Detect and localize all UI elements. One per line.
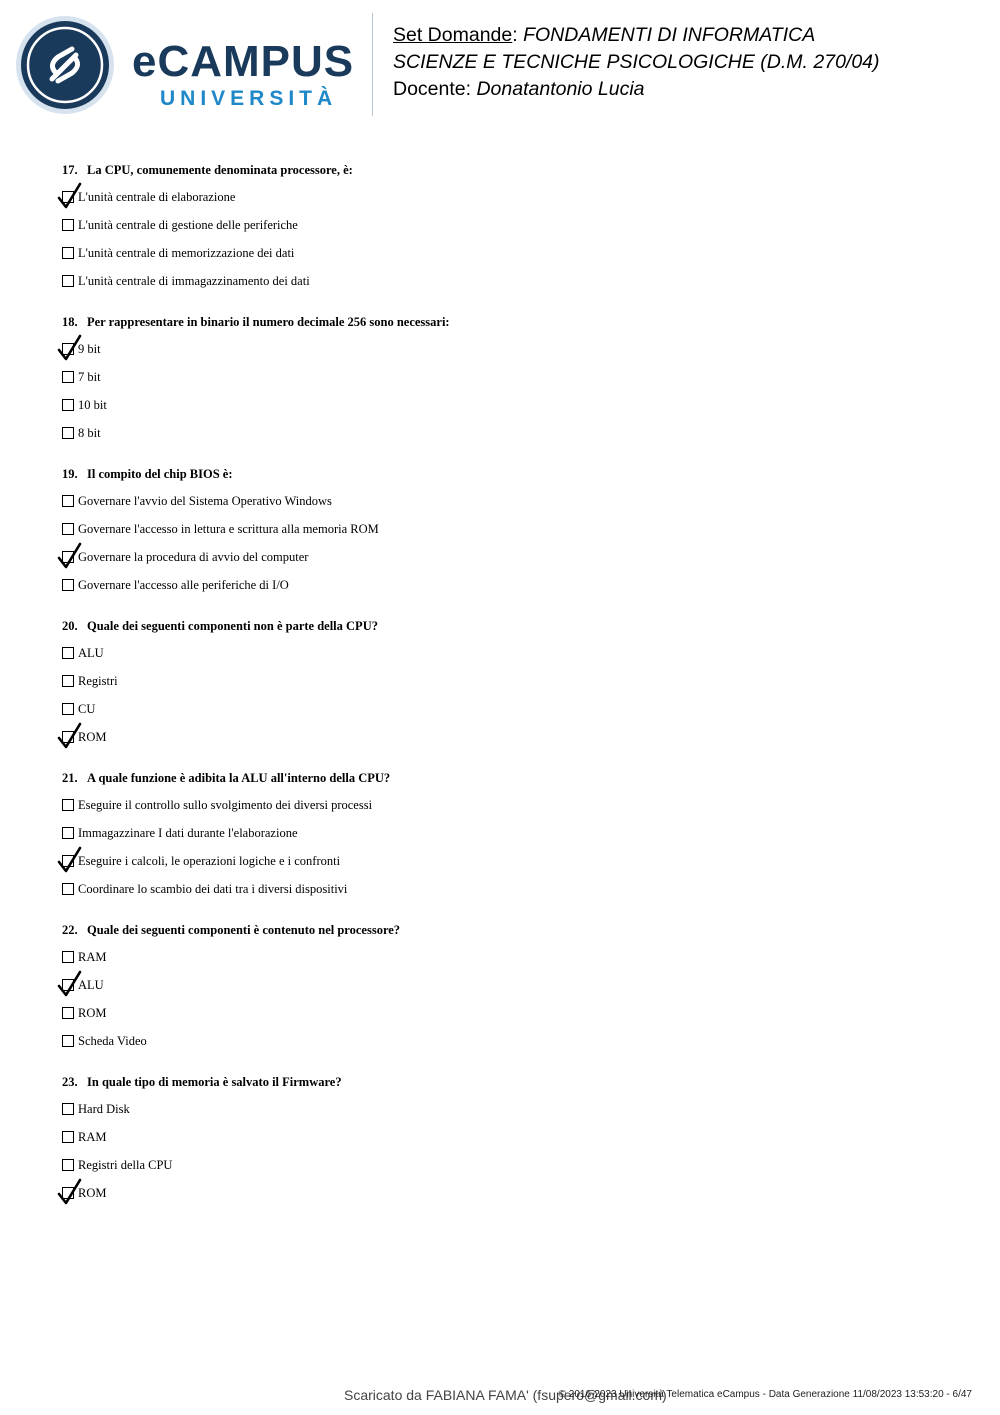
answer-text: Eseguire il controllo sullo svolgimento dei diversi processi bbox=[78, 798, 373, 812]
degree-name: SCIENZE E TECNICHE PSICOLOGICHE (D.M. 270/04) bbox=[393, 51, 880, 73]
question-title bbox=[62, 771, 942, 785]
answer-checkbox[interactable] bbox=[62, 1103, 74, 1115]
answer-option[interactable] bbox=[62, 882, 942, 910]
answer-option[interactable] bbox=[62, 798, 942, 826]
answer-text: ALU bbox=[78, 646, 104, 660]
question-23 bbox=[62, 1075, 942, 1214]
answer-checkbox[interactable] bbox=[62, 827, 74, 839]
brand-name: eCAMPUS bbox=[132, 37, 355, 86]
answer-text: 7 bit bbox=[78, 370, 101, 384]
question-title bbox=[62, 467, 942, 481]
answer-option[interactable] bbox=[62, 370, 942, 398]
answer-option[interactable] bbox=[62, 730, 942, 758]
question-20 bbox=[62, 619, 942, 758]
answer-option[interactable] bbox=[62, 978, 942, 1006]
answer-text: Governare la procedura di avvio del computer bbox=[78, 550, 309, 564]
answer-option[interactable] bbox=[62, 854, 942, 882]
answer-option[interactable] bbox=[62, 426, 942, 454]
answer-option[interactable] bbox=[62, 190, 942, 218]
teacher-name: Donatantonio Lucia bbox=[476, 78, 645, 100]
question-text: Il compito del chip BIOS è: bbox=[87, 467, 233, 481]
answer-option[interactable] bbox=[62, 274, 942, 302]
answer-checkbox[interactable] bbox=[62, 399, 74, 411]
answer-option[interactable] bbox=[62, 674, 942, 702]
question-number: 19. bbox=[62, 467, 78, 481]
answer-checkbox[interactable] bbox=[62, 495, 74, 507]
answer-text: ROM bbox=[78, 1006, 107, 1020]
answer-option[interactable] bbox=[62, 218, 942, 246]
question-number: 22. bbox=[62, 923, 78, 937]
answer-text: L'unità centrale di memorizzazione dei dati bbox=[78, 246, 295, 260]
course-name: FONDAMENTI DI INFORMATICA bbox=[523, 24, 816, 46]
answer-text: L'unità centrale di gestione delle periferiche bbox=[78, 218, 298, 232]
answer-text: Governare l'avvio del Sistema Operativo Windows bbox=[78, 494, 332, 508]
question-17 bbox=[62, 163, 942, 302]
answer-checkbox[interactable] bbox=[62, 275, 74, 287]
answer-option[interactable] bbox=[62, 950, 942, 978]
answer-checkbox[interactable] bbox=[62, 675, 74, 687]
answer-checkbox[interactable] bbox=[62, 731, 74, 743]
answer-text: Registri della CPU bbox=[78, 1158, 173, 1172]
answer-text: Eseguire i calcoli, le operazioni logiche e i confronti bbox=[78, 854, 341, 868]
answer-checkbox[interactable] bbox=[62, 523, 74, 535]
answer-option[interactable] bbox=[62, 494, 942, 522]
answer-checkbox[interactable] bbox=[62, 799, 74, 811]
answer-checkbox[interactable] bbox=[62, 551, 74, 563]
answer-option[interactable] bbox=[62, 578, 942, 606]
question-21 bbox=[62, 771, 942, 910]
question-number: 23. bbox=[62, 1075, 78, 1089]
answer-checkbox[interactable] bbox=[62, 951, 74, 963]
answer-text: Hard Disk bbox=[78, 1102, 130, 1116]
question-list bbox=[62, 163, 942, 1227]
answer-checkbox[interactable] bbox=[62, 191, 74, 203]
answer-text: Registri bbox=[78, 674, 118, 688]
answer-text: 8 bit bbox=[78, 426, 101, 440]
answer-option[interactable] bbox=[62, 1034, 942, 1062]
answer-option[interactable] bbox=[62, 826, 942, 854]
question-number: 21. bbox=[62, 771, 78, 785]
answer-text: L'unità centrale di elaborazione bbox=[78, 190, 236, 204]
answer-text: Governare l'accesso alle periferiche di I/O bbox=[78, 578, 289, 592]
question-text: In quale tipo di memoria è salvato il Firmware? bbox=[87, 1075, 342, 1089]
answer-option[interactable] bbox=[62, 1102, 942, 1130]
question-title bbox=[62, 923, 942, 937]
question-number: 17. bbox=[62, 163, 78, 177]
answer-option[interactable] bbox=[62, 1158, 942, 1186]
question-text: Quale dei seguenti componenti non è parte della CPU? bbox=[87, 619, 378, 633]
question-title bbox=[62, 163, 942, 177]
answer-text: L'unità centrale di immagazzinamento dei dati bbox=[78, 274, 310, 288]
question-22 bbox=[62, 923, 942, 1062]
answer-checkbox[interactable] bbox=[62, 343, 74, 355]
answer-checkbox[interactable] bbox=[62, 703, 74, 715]
answer-checkbox[interactable] bbox=[62, 1159, 74, 1171]
question-title bbox=[62, 1075, 942, 1089]
answer-checkbox[interactable] bbox=[62, 1131, 74, 1143]
answer-text: Governare l'accesso in lettura e scrittura alla memoria ROM bbox=[78, 522, 379, 536]
download-notice: Scaricato da FABIANA FAMA' (fsupero@gmail.com) bbox=[344, 1387, 667, 1403]
question-title bbox=[62, 619, 942, 633]
answer-checkbox[interactable] bbox=[62, 1035, 74, 1047]
answer-checkbox[interactable] bbox=[62, 979, 74, 991]
answer-checkbox[interactable] bbox=[62, 247, 74, 259]
brand-subtitle: UNIVERSITÀ bbox=[160, 87, 338, 110]
answer-text: Scheda Video bbox=[78, 1034, 147, 1048]
answer-checkbox[interactable] bbox=[62, 371, 74, 383]
answer-option[interactable] bbox=[62, 646, 942, 674]
answer-option[interactable] bbox=[62, 342, 942, 370]
answer-checkbox[interactable] bbox=[62, 855, 74, 867]
answer-option[interactable] bbox=[62, 550, 942, 578]
answer-text: Coordinare lo scambio dei dati tra i diversi dispositivi bbox=[78, 882, 348, 896]
answer-text: 9 bit bbox=[78, 342, 101, 356]
question-text: A quale funzione è adibita la ALU all'interno della CPU? bbox=[87, 771, 391, 785]
question-text: Per rappresentare in binario il numero decimale 256 sono necessari: bbox=[87, 315, 450, 329]
question-number: 20. bbox=[62, 619, 78, 633]
answer-option[interactable] bbox=[62, 1130, 942, 1158]
answer-text: ALU bbox=[78, 978, 104, 992]
question-text: Quale dei seguenti componenti è contenuto nel processore? bbox=[87, 923, 401, 937]
question-title bbox=[62, 315, 942, 329]
answer-checkbox[interactable] bbox=[62, 427, 74, 439]
copyright-footer: © 2016-2023 Università Telematica eCampus - Data Generazione 11/08/2023 13:53:20 - 6/47 bbox=[558, 1389, 972, 1400]
answer-text: ROM bbox=[78, 730, 107, 744]
question-19 bbox=[62, 467, 942, 606]
answer-checkbox[interactable] bbox=[62, 219, 74, 231]
answer-checkbox[interactable] bbox=[62, 1187, 74, 1199]
header-teacher-line bbox=[393, 80, 645, 100]
header-degree-line bbox=[393, 53, 880, 73]
question-18 bbox=[62, 315, 942, 454]
answer-text: RAM bbox=[78, 950, 107, 964]
answer-text: 10 bit bbox=[78, 398, 107, 412]
set-domande-label: Set Domande bbox=[393, 24, 513, 46]
answer-text: Immagazzinare I dati durante l'elaborazione bbox=[78, 826, 298, 840]
answer-text: CU bbox=[78, 702, 96, 716]
answer-checkbox[interactable] bbox=[62, 1007, 74, 1019]
answer-option[interactable] bbox=[62, 702, 942, 730]
header-divider bbox=[372, 13, 373, 116]
answer-option[interactable] bbox=[62, 398, 942, 426]
ecampus-logo-emblem bbox=[14, 15, 116, 115]
question-text: La CPU, comunemente denominata processore, è: bbox=[87, 163, 353, 177]
answer-option[interactable] bbox=[62, 522, 942, 550]
answer-text: RAM bbox=[78, 1130, 107, 1144]
answer-option[interactable] bbox=[62, 1006, 942, 1034]
answer-checkbox[interactable] bbox=[62, 647, 74, 659]
answer-checkbox[interactable] bbox=[62, 883, 74, 895]
answer-option[interactable] bbox=[62, 1186, 942, 1214]
answer-option[interactable] bbox=[62, 246, 942, 274]
header-course-line bbox=[393, 26, 815, 46]
question-number: 18. bbox=[62, 315, 78, 329]
answer-text: ROM bbox=[78, 1186, 107, 1200]
header-separator: : bbox=[512, 24, 524, 46]
answer-checkbox[interactable] bbox=[62, 579, 74, 591]
teacher-label: Docente: bbox=[393, 78, 477, 100]
